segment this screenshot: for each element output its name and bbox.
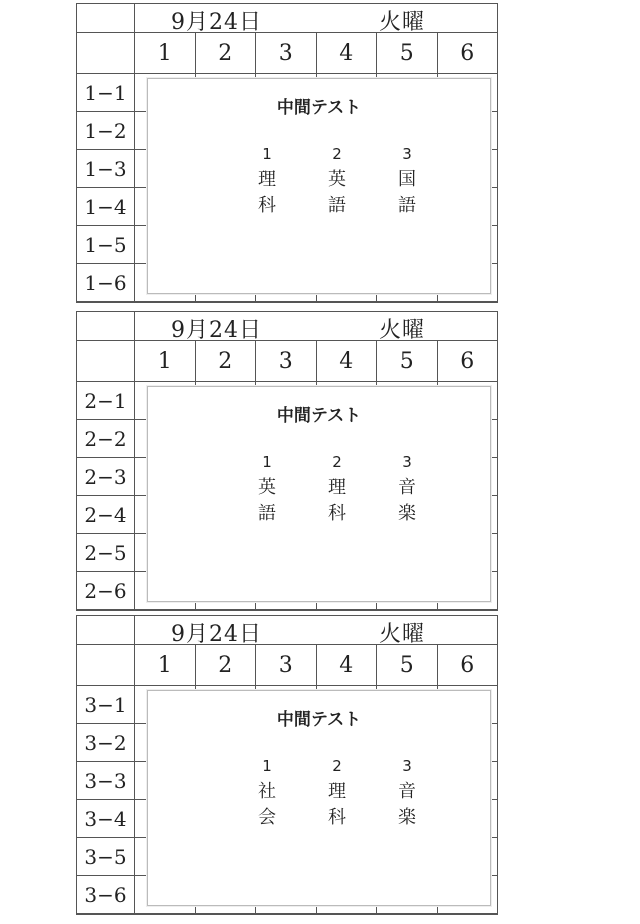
subject-char: 英 (258, 477, 276, 498)
subject-period-number: 3 (402, 757, 412, 775)
subject-list (232, 449, 442, 527)
class-label: 3−5 (77, 838, 135, 875)
period-header-row (77, 645, 497, 686)
subject-char: 楽 (398, 503, 416, 524)
subject-char: 理 (258, 169, 276, 190)
corner-cell (77, 341, 135, 381)
exam-notice (147, 78, 491, 294)
period-header: 1 (135, 645, 196, 685)
class-label: 1−5 (77, 226, 135, 263)
period-header-row (77, 341, 497, 382)
subject-period-number: 3 (402, 453, 412, 471)
subject-list (232, 141, 442, 219)
subject-period-number: 1 (262, 757, 272, 775)
class-label: 2−5 (77, 534, 135, 571)
subject-char: 音 (398, 477, 416, 498)
corner-cell (77, 645, 135, 685)
class-label: 2−6 (77, 572, 135, 609)
subject-item (302, 141, 372, 219)
date-header-row (77, 312, 497, 341)
subject-period-number: 2 (332, 757, 342, 775)
subject-item (232, 753, 302, 831)
subject-item (372, 753, 442, 831)
subject-item (302, 753, 372, 831)
class-label: 2−3 (77, 458, 135, 495)
subject-char: 理 (328, 781, 346, 802)
period-header: 3 (256, 645, 317, 685)
weekday-text: 火曜 (379, 622, 426, 647)
subject-char: 語 (398, 195, 416, 216)
period-header: 5 (377, 33, 438, 73)
subject-period-number: 2 (332, 145, 342, 163)
subject-item (302, 449, 372, 527)
period-header: 1 (135, 33, 196, 73)
class-label: 2−1 (77, 382, 135, 419)
notice-title: 中間テスト (276, 98, 362, 118)
subject-char: 理 (328, 477, 346, 498)
class-label: 1−6 (77, 264, 135, 301)
period-header: 6 (460, 40, 475, 66)
period-header: 4 (317, 33, 378, 73)
period-header: 3 (256, 341, 317, 381)
subject-item (372, 449, 442, 527)
date-text: 9月24日 (171, 622, 262, 647)
corner-cell (77, 616, 135, 644)
class-label: 3−4 (77, 800, 135, 837)
class-label: 3−3 (77, 762, 135, 799)
period-header: 6 (460, 348, 475, 374)
subject-char: 音 (398, 781, 416, 802)
period-header: 6 (460, 652, 475, 678)
period-header: 1 (135, 341, 196, 381)
period-header: 2 (196, 33, 257, 73)
weekday-text: 火曜 (379, 10, 426, 35)
subject-period-number: 2 (332, 453, 342, 471)
date-text: 9月24日 (171, 318, 262, 343)
date-cell (135, 616, 497, 647)
weekday-text: 火曜 (379, 318, 426, 343)
corner-cell (77, 33, 135, 73)
schedule-table (76, 615, 498, 915)
exam-notice (147, 690, 491, 906)
date-cell (135, 312, 497, 343)
date-cell (135, 4, 497, 35)
corner-cell (77, 4, 135, 32)
subject-char: 科 (258, 195, 276, 216)
class-label: 1−4 (77, 188, 135, 225)
subject-period-number: 1 (262, 453, 272, 471)
period-header: 2 (196, 341, 257, 381)
subject-period-number: 3 (402, 145, 412, 163)
corner-cell (77, 312, 135, 340)
class-rows (77, 382, 497, 610)
subject-list (232, 753, 442, 831)
class-label: 1−3 (77, 150, 135, 187)
notice-title: 中間テスト (276, 710, 362, 730)
class-label: 3−1 (77, 686, 135, 723)
class-label: 1−2 (77, 112, 135, 149)
class-label: 2−4 (77, 496, 135, 533)
subject-item (232, 449, 302, 527)
class-label: 3−6 (77, 876, 135, 913)
date-text: 9月24日 (171, 10, 262, 35)
class-label: 1−1 (77, 74, 135, 111)
period-header: 5 (377, 645, 438, 685)
notice-title: 中間テスト (276, 406, 362, 426)
exam-notice (147, 386, 491, 602)
class-label: 3−2 (77, 724, 135, 761)
subject-char: 社 (258, 781, 276, 802)
subject-item (232, 141, 302, 219)
subject-char: 科 (328, 503, 346, 524)
period-header-row (77, 33, 497, 74)
subject-char: 英 (328, 169, 346, 190)
schedule-table (76, 311, 498, 611)
period-header: 3 (256, 33, 317, 73)
period-header: 2 (196, 645, 257, 685)
class-rows (77, 74, 497, 302)
subject-char: 科 (328, 807, 346, 828)
period-header: 4 (317, 645, 378, 685)
period-header: 5 (377, 341, 438, 381)
subject-char: 語 (258, 503, 276, 524)
period-header: 4 (317, 341, 378, 381)
class-rows (77, 686, 497, 914)
date-header-row (77, 4, 497, 33)
subject-char: 語 (328, 195, 346, 216)
subject-item (372, 141, 442, 219)
subject-char: 楽 (398, 807, 416, 828)
schedule-table (76, 3, 498, 303)
subject-period-number: 1 (262, 145, 272, 163)
date-header-row (77, 616, 497, 645)
subject-char: 国 (398, 169, 416, 190)
subject-char: 会 (258, 807, 276, 828)
class-label: 2−2 (77, 420, 135, 457)
